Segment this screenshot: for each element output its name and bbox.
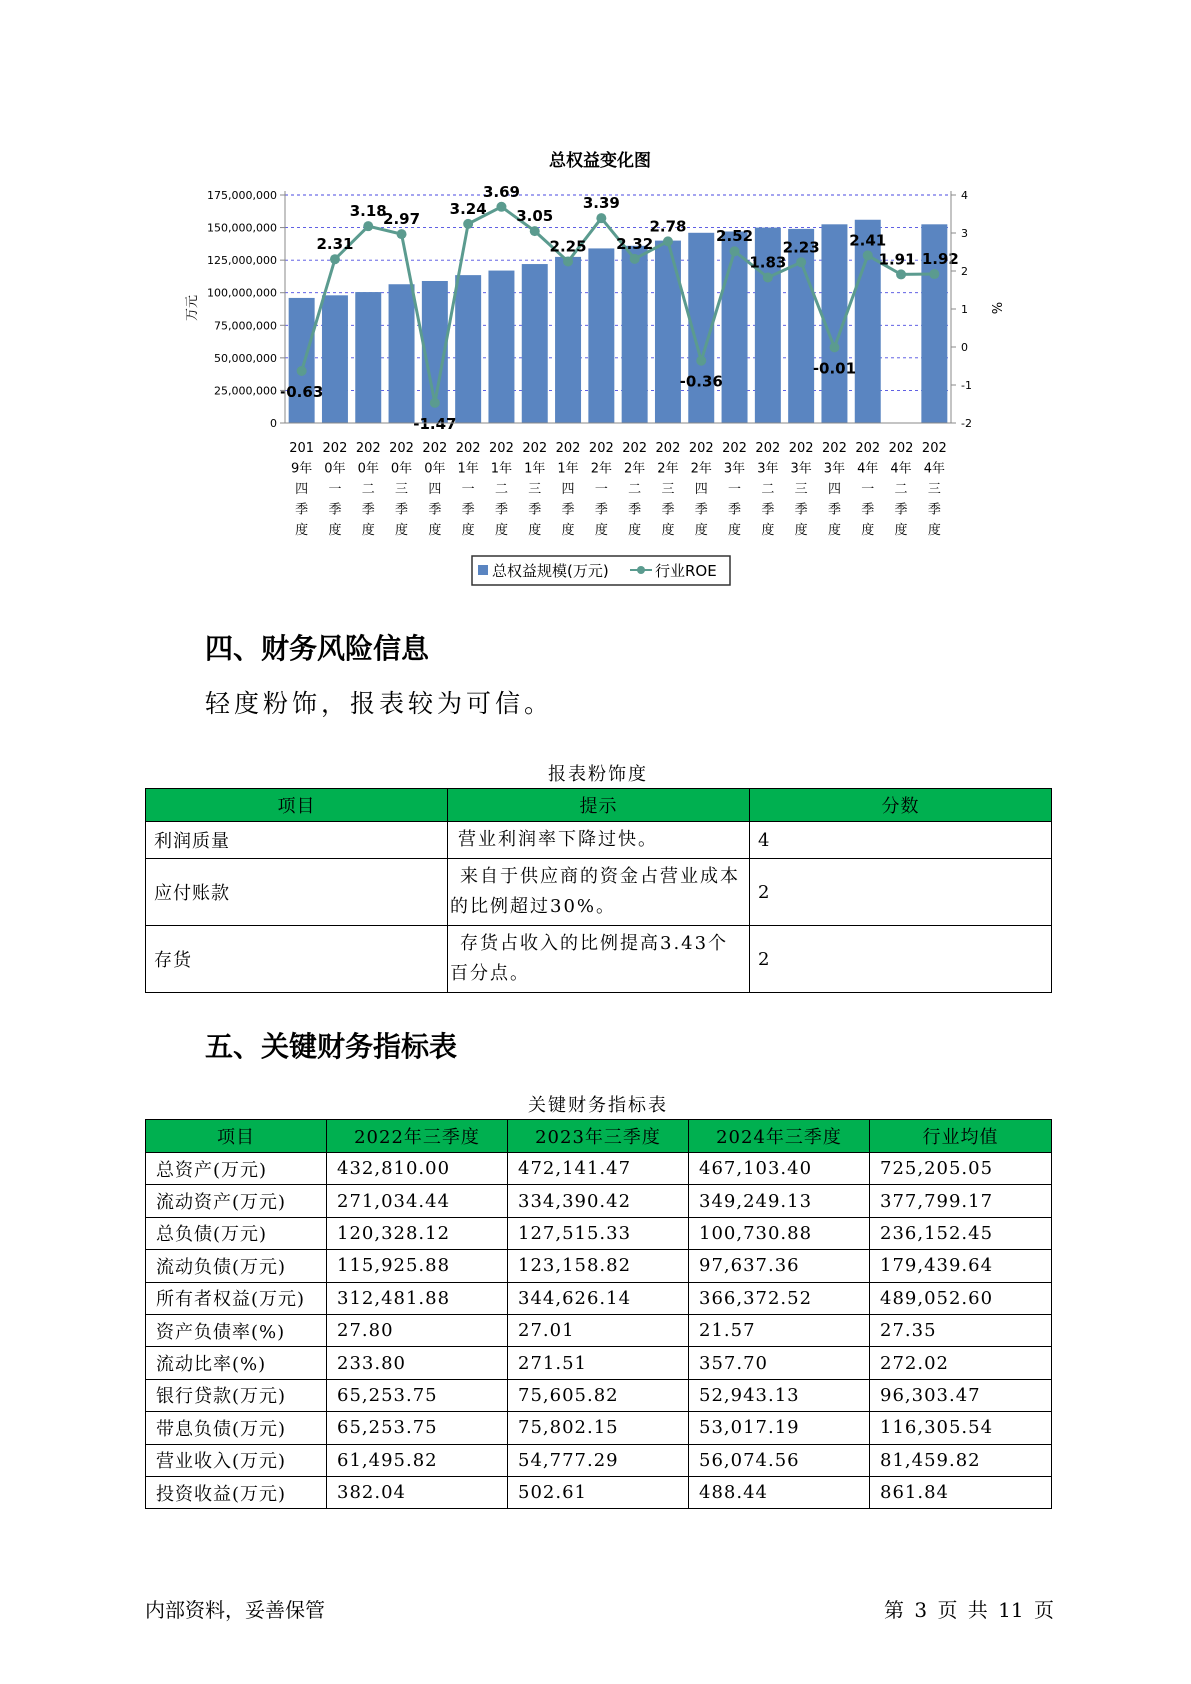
y-tick-label: 75,000,000 [214, 319, 277, 333]
kpi-value: 344,626.14 [508, 1282, 689, 1314]
equity-chart [0, 0, 1191, 600]
legend-line-marker [637, 566, 645, 574]
kpi-value: 432,810.00 [327, 1153, 508, 1185]
kpi-value: 21.57 [689, 1314, 870, 1346]
table-row [146, 1250, 1052, 1282]
kpi-item: 所有者权益(万元) [146, 1282, 327, 1314]
x-tick-label: 202 0年一季度 [322, 441, 348, 538]
x-tick-label: 202 2年二季度 [622, 441, 648, 538]
kpi-value: 56,074.56 [689, 1444, 870, 1476]
risk-score: 2 [750, 859, 1052, 926]
roe-point [297, 366, 307, 376]
risk-header-hint: 提示 [448, 789, 750, 822]
kpi-value: 236,152.45 [870, 1217, 1052, 1249]
roe-data-label: 3.69 [482, 182, 520, 201]
risk-table [145, 788, 1052, 993]
roe-data-label: -1.47 [413, 414, 457, 433]
roe-point [863, 250, 873, 260]
table-row [146, 1314, 1052, 1346]
kpi-value: 349,249.13 [689, 1185, 870, 1217]
roe-point [763, 272, 773, 282]
x-tick-label: 202 3年四季度 [822, 441, 847, 538]
kpi-item: 流动资产(万元) [146, 1185, 327, 1217]
table-row [146, 1153, 1052, 1185]
kpi-value: 115,925.88 [327, 1250, 508, 1282]
kpi-value: 100,730.88 [689, 1217, 870, 1249]
y-tick-label: 125,000,000 [207, 254, 277, 268]
kpi-value: 61,495.82 [327, 1444, 508, 1476]
roe-point [530, 226, 540, 236]
roe-data-label: 1.92 [921, 250, 959, 269]
y-tick-label: 100,000,000 [207, 286, 277, 300]
y-tick-label: 150,000,000 [207, 221, 277, 235]
roe-point [796, 257, 806, 267]
kpi-item: 带息负债(万元) [146, 1412, 327, 1444]
risk-table-header-row [146, 789, 1052, 822]
y2-tick-label: 4 [961, 189, 968, 202]
table-row [146, 926, 1052, 993]
kpi-value: 271,034.44 [327, 1185, 508, 1217]
kpi-value: 489,052.60 [870, 1282, 1052, 1314]
table-row [146, 1476, 1052, 1508]
footer-confidential-note: 内部资料，妥善保管 [145, 1598, 325, 1622]
kpi-value: 467,103.40 [689, 1153, 870, 1185]
roe-data-label: 2.78 [649, 217, 687, 236]
kpi-value: 116,305.54 [870, 1412, 1052, 1444]
roe-data-label: 2.31 [316, 235, 354, 254]
kpi-value: 120,328.12 [327, 1217, 508, 1249]
risk-hint: 来自于供应商的资金占营业成本的比例超过30%。 [448, 859, 750, 926]
y2-tick-label: 1 [961, 303, 968, 316]
table-row [146, 1217, 1052, 1249]
risk-item: 存货 [146, 926, 448, 993]
table-row [146, 1347, 1052, 1379]
risk-table-caption: 报表粉饰度 [548, 764, 648, 785]
kpi-value: 27.01 [508, 1314, 689, 1346]
x-tick-label: 202 1年二季度 [489, 441, 514, 538]
roe-point [696, 356, 706, 366]
x-tick-label: 202 0年四季度 [422, 441, 448, 538]
kpi-value: 488.44 [689, 1476, 870, 1508]
roe-data-label: 3.18 [349, 202, 387, 221]
kpi-item: 流动比率(%) [146, 1347, 327, 1379]
kpi-value: 81,459.82 [870, 1444, 1052, 1476]
x-tick-label: 202 1年一季度 [455, 441, 481, 538]
roe-point [730, 246, 740, 256]
kpi-table-body [146, 1153, 1052, 1509]
bar [488, 271, 514, 423]
kpi-value: 472,141.47 [508, 1153, 689, 1185]
kpi-value: 271.51 [508, 1347, 689, 1379]
risk-hint: 营业利润率下降过快。 [448, 822, 750, 859]
section-heading-kpi: 五、关键财务指标表 [205, 1030, 458, 1063]
risk-hint: 存货占收入的比例提高3.43个百分点。 [448, 926, 750, 993]
y2-axis-label: % [988, 301, 1003, 315]
y-tick-label: 25,000,000 [214, 384, 277, 398]
table-row [146, 1185, 1052, 1217]
bar [522, 264, 548, 423]
risk-header-item: 项目 [146, 789, 448, 822]
y2-tick-label: -1 [961, 379, 972, 392]
kpi-header-2023q3: 2023年三季度 [508, 1120, 689, 1153]
bar [389, 284, 415, 423]
roe-point [363, 221, 373, 231]
x-tick-label: 202 2年一季度 [588, 441, 614, 538]
kpi-item: 资产负债率(%) [146, 1314, 327, 1346]
kpi-value: 127,515.33 [508, 1217, 689, 1249]
roe-data-label: 2.23 [782, 238, 820, 257]
kpi-value: 27.80 [327, 1314, 508, 1346]
kpi-item: 总负债(万元) [146, 1217, 327, 1249]
kpi-value: 123,158.82 [508, 1250, 689, 1282]
roe-point [563, 257, 573, 267]
bar [555, 257, 581, 423]
y-tick-label: 175,000,000 [207, 189, 277, 202]
legend-bar-swatch [478, 565, 488, 575]
x-tick-label: 201 9年四季度 [289, 441, 315, 538]
footer-page-number: 第 3 页 共 11 页 [884, 1598, 1054, 1622]
kpi-header-2024q3: 2024年三季度 [689, 1120, 870, 1153]
x-tick-label: 202 0年三季度 [389, 441, 414, 538]
y2-tick-label: 0 [961, 341, 968, 354]
x-tick-label: 202 1年三季度 [522, 441, 548, 538]
kpi-value: 725,205.05 [870, 1153, 1052, 1185]
x-tick-label: 202 1年四季度 [555, 441, 581, 538]
roe-point [663, 236, 673, 246]
chart-legend [472, 556, 730, 585]
kpi-header-industry-avg: 行业均值 [870, 1120, 1052, 1153]
risk-score: 2 [750, 926, 1052, 993]
kpi-value: 65,253.75 [327, 1412, 508, 1444]
roe-data-label: 2.32 [616, 234, 654, 253]
chart-title: 总权益变化图 [549, 151, 651, 171]
table-row [146, 1379, 1052, 1411]
table-row [146, 1444, 1052, 1476]
legend-line-label: 行业ROE [655, 562, 717, 580]
x-tick-label: 202 4年二季度 [888, 441, 914, 538]
kpi-value: 861.84 [870, 1476, 1052, 1508]
y2-tick-label: 3 [961, 227, 968, 240]
x-tick-label: 202 0年二季度 [355, 441, 381, 538]
bar [322, 295, 348, 423]
roe-data-label: -0.36 [679, 372, 723, 391]
roe-data-label: -0.63 [280, 382, 324, 401]
roe-data-label: 2.41 [849, 231, 887, 250]
roe-point [330, 254, 340, 264]
y2-tick-label: -2 [961, 417, 972, 430]
kpi-value: 357.70 [689, 1347, 870, 1379]
kpi-value: 53,017.19 [689, 1412, 870, 1444]
bar [855, 220, 881, 423]
kpi-item: 投资收益(万元) [146, 1476, 327, 1508]
equity-chart-svg [0, 0, 1191, 600]
kpi-value: 502.61 [508, 1476, 689, 1508]
bar [289, 298, 315, 423]
kpi-value: 96,303.47 [870, 1379, 1052, 1411]
kpi-table-header-row [146, 1120, 1052, 1153]
kpi-table [145, 1119, 1052, 1509]
roe-point [496, 202, 506, 212]
kpi-value: 179,439.64 [870, 1250, 1052, 1282]
table-row [146, 1282, 1052, 1314]
roe-data-label: 3.39 [582, 194, 620, 213]
roe-data-label: 3.24 [449, 199, 487, 218]
kpi-value: 54,777.29 [508, 1444, 689, 1476]
bar [622, 246, 648, 423]
table-row [146, 1412, 1052, 1444]
roe-data-label: 2.52 [716, 227, 754, 246]
kpi-item: 总资产(万元) [146, 1153, 327, 1185]
kpi-value: 75,605.82 [508, 1379, 689, 1411]
x-tick-label: 202 2年四季度 [688, 441, 714, 538]
y-tick-label: 50,000,000 [214, 351, 277, 365]
roe-data-label: 2.25 [549, 237, 587, 256]
roe-data-label: -0.01 [812, 359, 857, 378]
bar [355, 292, 381, 423]
kpi-value: 366,372.52 [689, 1282, 870, 1314]
x-tick-label: 202 3年二季度 [755, 441, 781, 538]
roe-data-label: 3.05 [516, 207, 554, 226]
risk-item: 利润质量 [146, 822, 448, 859]
y-tick-label: 0 [270, 417, 277, 430]
y-axis-label: 万元 [185, 294, 200, 322]
kpi-value: 272.02 [870, 1347, 1052, 1379]
x-tick-label: 202 4年一季度 [855, 441, 881, 538]
x-tick-label: 202 2年三季度 [655, 441, 681, 538]
table-row [146, 859, 1052, 926]
roe-point [397, 229, 407, 239]
roe-data-label: 1.83 [749, 253, 787, 272]
kpi-value: 97,637.36 [689, 1250, 870, 1282]
roe-point [463, 219, 473, 229]
bar [455, 275, 481, 423]
kpi-item: 流动负债(万元) [146, 1250, 327, 1282]
risk-item: 应付账款 [146, 859, 448, 926]
risk-score: 4 [750, 822, 1052, 859]
roe-point [596, 213, 606, 223]
x-tick-label: 202 3年一季度 [722, 441, 747, 538]
kpi-value: 334,390.42 [508, 1185, 689, 1217]
kpi-header-item: 项目 [146, 1120, 327, 1153]
risk-header-score: 分数 [750, 789, 1052, 822]
risk-summary: 轻度粉饰，报表较为可信。 [205, 689, 554, 718]
x-tick-label: 202 3年三季度 [788, 441, 814, 538]
kpi-value: 65,253.75 [327, 1379, 508, 1411]
kpi-header-2022q3: 2022年三季度 [327, 1120, 508, 1153]
kpi-value: 382.04 [327, 1476, 508, 1508]
roe-point [896, 269, 906, 279]
kpi-item: 营业收入(万元) [146, 1444, 327, 1476]
kpi-value: 75,802.15 [508, 1412, 689, 1444]
y2-tick-label: 2 [961, 265, 968, 278]
x-tick-label: 202 4年三季度 [921, 441, 947, 538]
kpi-value: 52,943.13 [689, 1379, 870, 1411]
kpi-value: 27.35 [870, 1314, 1052, 1346]
legend-bar-label: 总权益规模(万元) [492, 562, 609, 580]
kpi-value: 233.80 [327, 1347, 508, 1379]
table-row [146, 822, 1052, 859]
section-heading-risk: 四、财务风险信息 [205, 632, 430, 665]
roe-data-label: 1.91 [878, 250, 916, 269]
roe-point [630, 254, 640, 264]
kpi-value: 377,799.17 [870, 1185, 1052, 1217]
bar [588, 248, 614, 423]
roe-data-label: 2.97 [383, 210, 421, 229]
bar [655, 241, 681, 423]
roe-point [929, 269, 939, 279]
kpi-value: 312,481.88 [327, 1282, 508, 1314]
roe-point [829, 342, 839, 352]
kpi-table-caption: 关键财务指标表 [528, 1095, 668, 1116]
roe-point [430, 398, 440, 408]
kpi-item: 银行贷款(万元) [146, 1379, 327, 1411]
